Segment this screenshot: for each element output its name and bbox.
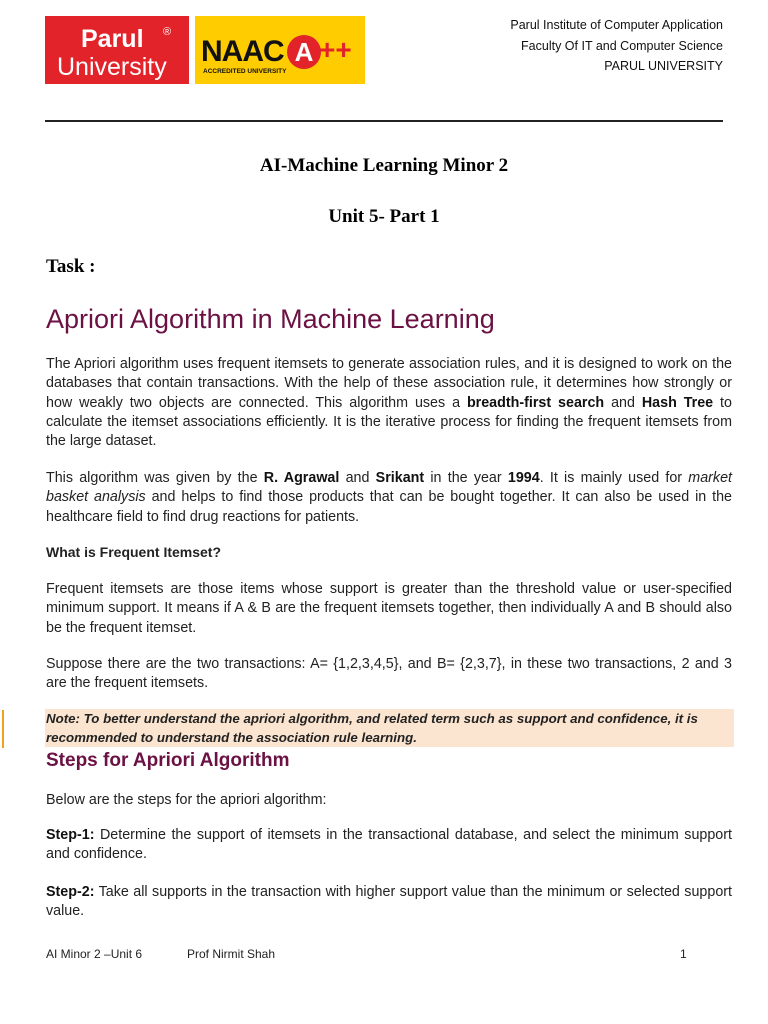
page-number: 1 [680,947,687,961]
step-label: Step-1: [46,827,95,843]
bold-term: Hash Tree [641,394,714,411]
transactions-example-paragraph: Suppose there are the two transactions: A= {1,2,3,4,5}, and B= {2,3,7}, in these two transactions, 2 and 3 are the frequent itemsets. [46,656,732,692]
naac-logo-block [189,16,365,84]
grade-badge: A [287,35,321,69]
bold-term: breadth-first search [466,394,605,411]
text-run: This algorithm was given by the [46,470,264,486]
bold-term: Srikant [375,470,425,486]
steps-heading: Steps for Apriori Algorithm [46,750,290,771]
bold-term: R. Agrawal [263,470,340,486]
text-run: and helps to find those products that can be bought together. It can also be used in the healthcare field to find drug reactions for patients. [46,489,733,525]
step-2-paragraph [46,883,732,922]
page-footer [46,947,276,961]
grade-plus: ++ [319,34,352,65]
step-label: Step-2: [46,884,95,900]
text-run: . It is mainly used for [539,470,689,486]
logo-registered-mark: ® [163,26,172,38]
unit-title: Unit 5- Part 1 [328,206,440,227]
footer-author: Prof Nirmit Shah [187,947,276,961]
note-box: Note: To better understand the apriori algorithm, and related term such as support and confidence, it is recommended to understand the association rule learning. [45,709,734,747]
accredited-text: ACCREDITED UNIVERSITY [203,68,287,75]
step-text: Determine the support of itemsets in the transactional database, and select the minimum support and confidence. [46,827,732,863]
main-heading: Apriori Algorithm in Machine Learning [46,304,495,334]
history-paragraph [46,469,732,527]
step-text: Take all supports in the transaction with higher support value than the minimum or selected support value. [46,884,732,920]
frequent-itemset-question: What is Frequent Itemset? [46,544,222,560]
footer-course: AI Minor 2 –Unit 6 [46,947,143,961]
step-1-paragraph [46,826,732,865]
text-run: and [339,470,376,486]
steps-intro-paragraph: Below are the steps for the apriori algorithm: [46,792,327,808]
text-run: in the year [424,470,508,486]
university-logo [45,16,365,84]
text-run: and [604,394,642,411]
institution-line: Parul Institute of Computer Application [510,18,723,32]
institution-info [510,15,723,77]
course-title: AI-Machine Learning Minor 2 [259,155,509,176]
logo-brand-line2: University [57,53,167,81]
institution-line: Faculty Of IT and Computer Science [521,38,723,53]
text-run: The Apriori algorithm uses frequent itemsets to generate association rules, and it is designed to work on the databases that contain transactions. With the help of these association rule, it determines how strongly or how weakly two objects are connected. This algorithm uses a [46,356,732,411]
frequent-itemset-paragraph: Frequent itemsets are those items whose support is greater than the threshold value or user-specified minimum support. It means if A & B are the frequent itemsets together, then individually A and B should also be the frequent itemset. [46,581,732,636]
parul-logo-block [45,16,189,84]
italic-term: market basket analysis [46,470,732,506]
intro-paragraph [46,355,732,451]
naac-text: NAAC [201,35,284,68]
logo-brand-line1: Parul [81,25,144,53]
task-label: Task : [46,256,96,277]
bold-term: 1994 [507,470,540,486]
header-divider [45,120,723,122]
text-run: to calculate the itemset associations efficiently. It is the iterative process for finding the frequent itemsets from the large dataset. [46,394,732,450]
institution-line: PARUL UNIVERSITY [604,59,723,73]
note-accent-bar [2,710,4,748]
